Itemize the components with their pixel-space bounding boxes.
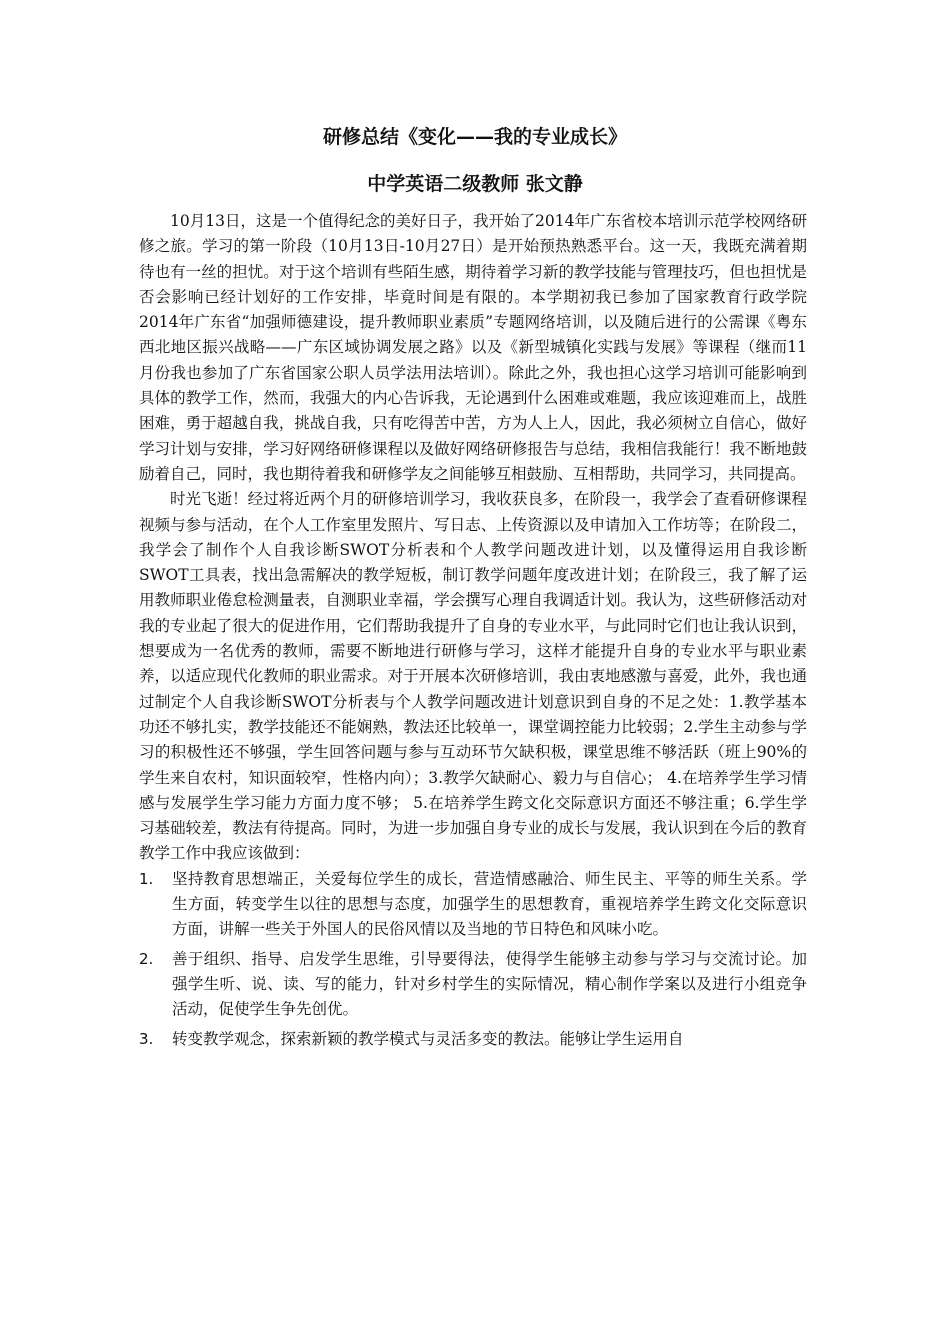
list-item-number: 2.: [139, 949, 154, 968]
document-body: [139, 209, 807, 1056]
paragraph-reflection: 时光飞逝！经过将近两个月的研修培训学习，我收获良多，在阶段一，我学会了查看研修课程视频与参与活动，在个人工作室里发照片、写日志、上传资源以及申请加入工作坊等；在阶段二，我学会了制作个人自我诊断SWOT分析表和个人教学问题改进计划，以及懂得运用自我诊断SWOT工具表，找出急需解决的教学短板，制订教学问题年度改进计划；在阶段三，我了解了运用教师职业倦怠检测量表，自测职业幸福，学会撰写心理自我调适计划。我认为，这些研修活动对我的专业起了很大的促进作用，它们帮助我提升了自身的专业水平，与此同时它们也让我认识到，想要成为一名优秀的教师，需要不断地进行研修与学习，这样才能提升自身的专业水平与职业素养，以适应现代化教师的职业需求。对于开展本次研修培训，我由衷地感激与喜爱，此外，我也通过制定个人自我诊断SWOT分析表与个人教学问题改进计划意识到自身的不足之处：1.教学基本功还不够扎实，教学技能还不能娴熟，教法还比较单一，课堂调控能力比较弱；2.学生主动参与学习的积极性还不够强，学生回答问题与参与互动环节欠缺积极，课堂思维不够活跃（班上90%的学生来自农村，知识面较窄，性格内向）；3.教学欠缺耐心、毅力与自信心； 4.在培养学生学习情感与发展学生学习能力方面力度不够； 5.在培养学生跨文化交际意识方面还不够注重；6.学生学习基础较差，教法有待提高。同时，为进一步加强自身专业的成长与发展，我认识到在今后的教育教学工作中我应该做到：: [139, 490, 807, 863]
improvement-list: [139, 867, 807, 1052]
list-item-number: 1.: [139, 869, 154, 888]
list-item: [139, 947, 807, 1023]
document-title: 研修总结《变化——我的专业成长》: [322, 126, 627, 148]
author-line: 中学英语二级教师 张文静: [367, 173, 583, 195]
list-item-number: 3.: [139, 1029, 154, 1048]
paragraph-intro: 10月13日，这是一个值得纪念的美好日子，我开始了2014年广东省校本培训示范学校网络研修之旅。学习的第一阶段（10月13日-10月27日）是开始预热熟悉平台。这一天，我既充满着期待也有一丝的担忧。对于这个培训有些陌生感，期待着学习新的教学技能与管理技巧，但也担忧是否会影响已经计划好的工作安排，毕竟时间是有限的。本学期初我已参加了国家教育行政学院2014年广东省“加强师德建设，提升教师职业素质”专题网络培训，以及随后进行的公需课《粤东西北地区振兴战略——广东区域协调发展之路》以及《新型城镇化实践与发展》等课程（继而11月份我也参加了广东省国家公职人员学法用法培训）。除此之外，我也担心这学习培训可能影响到具体的教学工作，然而，我强大的内心告诉我，无论遇到什么困难或难题，我应该迎难而上，战胜困难，勇于超越自我，挑战自我，只有吃得苦中苦，方为人上人，因此，我必须树立自信心，做好学习计划与安排，学习好网络研修课程以及做好网络研修报告与总结，我相信我能行！我不断地鼓励着自己，同时，我也期待着我和研修学友之间能够互相鼓励、互相帮助，共同学习，共同提高。: [139, 212, 807, 483]
list-item-text: 转变教学观念，探索新颖的教学模式与灵活多变的教法。能够让学生运用自: [172, 1029, 684, 1048]
list-item: [139, 1027, 807, 1052]
list-item: [139, 867, 807, 943]
list-item-text: 坚持教育思想端正，关爱每位学生的成长，营造情感融洽、师生民主、平等的师生关系。学生方面，转变学生以往的思想与态度，加强学生的思想教育，重视培养学生跨文化交际意识方面，讲解一些关于外国人的民俗风情以及当地的节日特色和风味小吃。: [172, 869, 807, 939]
list-item-text: 善于组织、指导、启发学生思维，引导要得法，使得学生能够主动参与学习与交流讨论。加强学生听、说、读、写的能力，针对乡村学生的实际情况，精心制作学案以及进行小组竞争活动，促使学生争先创优。: [172, 949, 807, 1019]
